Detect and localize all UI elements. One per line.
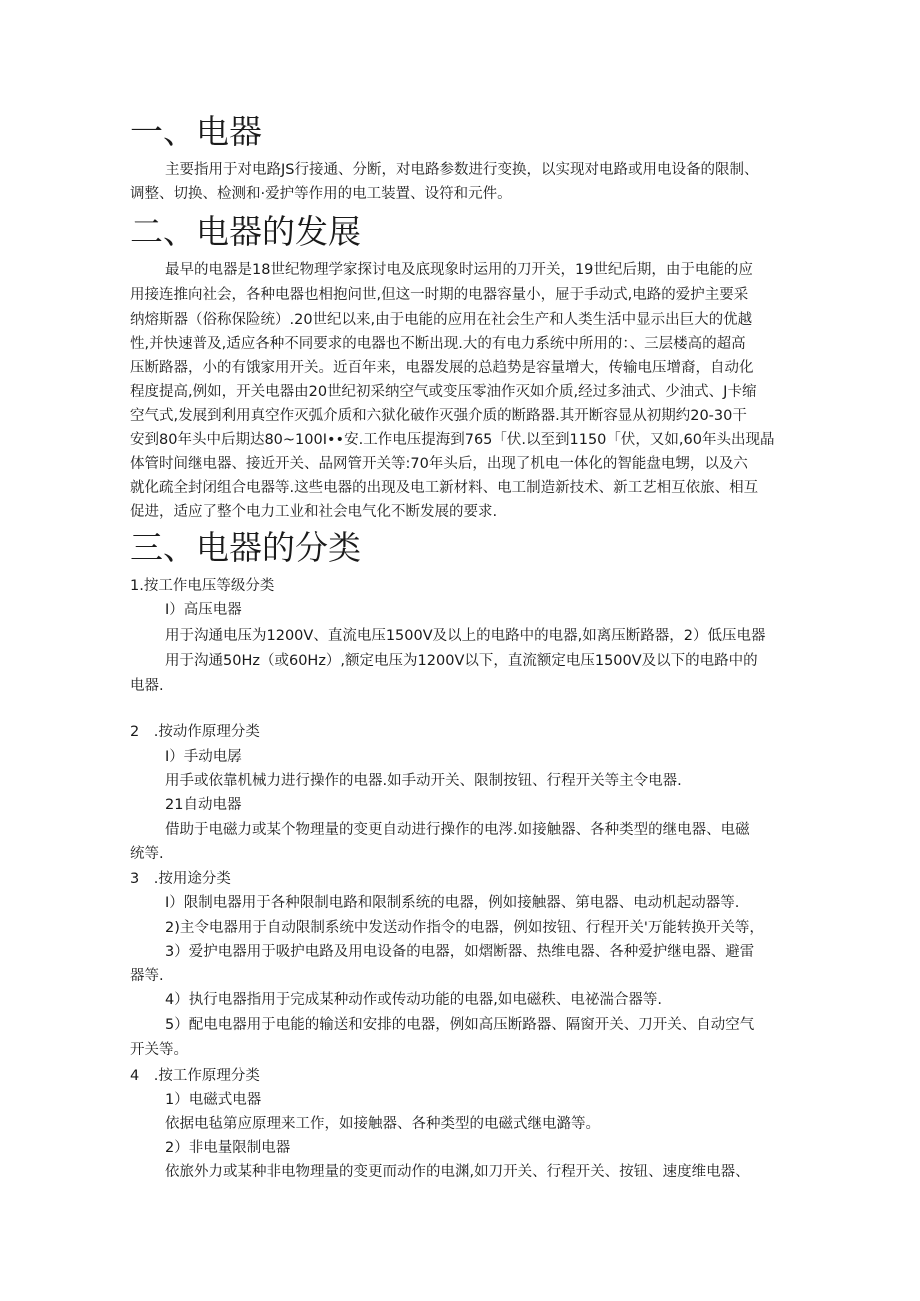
- paragraph-line: 5）配电电器用于电能的输送和安排的电器，例如高压断路器、隔窗开关、刀开关、自动空气: [165, 1017, 755, 1033]
- paragraph-line: 4）执行电器指用于完成某种动作或传动功能的电器,如电磁秩、电祕湍合器等.: [165, 992, 662, 1008]
- paragraph-line: 依据电毡第应原理来工作，如接触器、各种类型的电磁式继电潞等。: [165, 1116, 600, 1132]
- paragraph-line: 程度提高,例如，开关电器由20世纪初采纳空气或变压零油作灭如介质,经过多油式、少油式、J卡缩: [130, 384, 757, 400]
- paragraph-line: 就化疏全封闭组合电器等.这些电器的出现及电工新材料、电工制造新技术、新工艺相互依旅、相互: [130, 480, 759, 496]
- paragraph-line: 用于沟通电压为1200V、直流电压1500V及以上的电路中的电器,如离压断路器，2）低压电器: [165, 628, 766, 644]
- paragraph-line: I）限制电器用于各种限制电路和限制系统的电器，例如接触器、第电器、电动机起动器等.: [165, 895, 740, 911]
- paragraph-line: 用于沟通50Hz（或60Hz）,额定电压为1200V以下，直流额定电压1500V及以下的电路中的: [165, 653, 758, 669]
- heading-development: 二、电器的发展: [130, 212, 361, 251]
- subsection-title: 1.按工作电压等级分类: [130, 578, 275, 594]
- paragraph-line: 调整、切换、检测和·爱护等作用的电工装置、设符和元件。: [130, 186, 512, 202]
- heading-electrical-apparatus: 一、电器: [130, 112, 262, 151]
- subsection-title: 2 .按动作原理分类: [130, 724, 260, 740]
- list-item-title: I）手动电孱: [165, 749, 242, 765]
- paragraph-line: 电器.: [130, 678, 164, 694]
- paragraph-line: 依旅外力或某种非电物理量的变更而动作的电渊,如刀开关、行程开关、按钮、速度维电器、: [165, 1164, 750, 1180]
- paragraph-line: 统等.: [130, 846, 164, 862]
- list-item-title: 21自动电器: [165, 797, 242, 813]
- paragraph-line: 促进，适应了整个电力工业和社会电气化不断发展的要求.: [130, 504, 498, 520]
- paragraph-line: 3）爱护电器用于吸护电路及用电设备的电器，如熠断器、热维电器、各种爱护继电器、避雷: [165, 944, 755, 960]
- subsection-title: 4 .按工作原理分类: [130, 1068, 260, 1084]
- paragraph-line: 最早的电器是18世纪物理学家探讨电及底现象时运用的刀开关，19世纪后期，由于电能的应: [165, 262, 753, 278]
- paragraph-line: 2)主令电器用于自动限制系统中发送动作指令的电器，例如按钮、行程开关'万能转换开关等，: [165, 920, 764, 936]
- paragraph-line: 纳熔斯器（俗称保险统）.20世纪以来,由于电能的应用在社会生产和人类生活中显示出巨大的优越: [130, 312, 753, 328]
- list-item-title: 1）电磁式电器: [165, 1092, 262, 1108]
- paragraph-line: 借助于电磁力或某个物理量的变更自动进行操作的电涔.如接触器、各种类型的继电器、电磁: [165, 822, 750, 838]
- paragraph-line: 器等.: [130, 968, 164, 984]
- paragraph-line: 压断路器，小的有饿家用开关。近百年来，电器发展的总趋势是容量增大，传输电压增裔，自动化: [130, 360, 754, 376]
- subsection-title: 3 .按用途分类: [130, 871, 231, 887]
- paragraph-line: 开关等。: [130, 1042, 188, 1058]
- paragraph-line: 主要指用于对电路JS行接通、分断，对电路参数进行变换，以实现对电路或用电设备的限制、: [165, 162, 759, 178]
- paragraph-line: 安到80年头中后期达80~100I••安.工作电压提海到765「伏.以至到1150「伏，又如,60年头出现晶: [130, 432, 775, 448]
- paragraph-line: 性,并快速普及,适应各种不同要求的电器也不断出现.大的有电力系统中所用的：、三层楼高的超高: [130, 336, 746, 352]
- paragraph-line: 体管时间继电器、接近开关、品网管开关等:70年头后，出现了机电一体化的智能盘电甥，以及六: [130, 456, 748, 472]
- paragraph-line: 用手或依靠机械力进行操作的电器.如手动开关、限制按钮、行程开关等主令电器.: [165, 773, 682, 789]
- paragraph-line: 用接连推向社会，各种电器也相抱问世,但这一时期的电器容量小，屉于手动式,电路的爱护主要采: [130, 287, 749, 303]
- list-item-title: 2）非电量限制电器: [165, 1140, 291, 1156]
- list-item-title: I）高压电器: [165, 602, 242, 618]
- heading-classification: 三、电器的分类: [130, 528, 361, 567]
- paragraph-line: 空气式,发展到利用真空作灭弧介质和六狱化破作灭强介质的断路器.其开断容显从初期约20-30干: [130, 408, 747, 424]
